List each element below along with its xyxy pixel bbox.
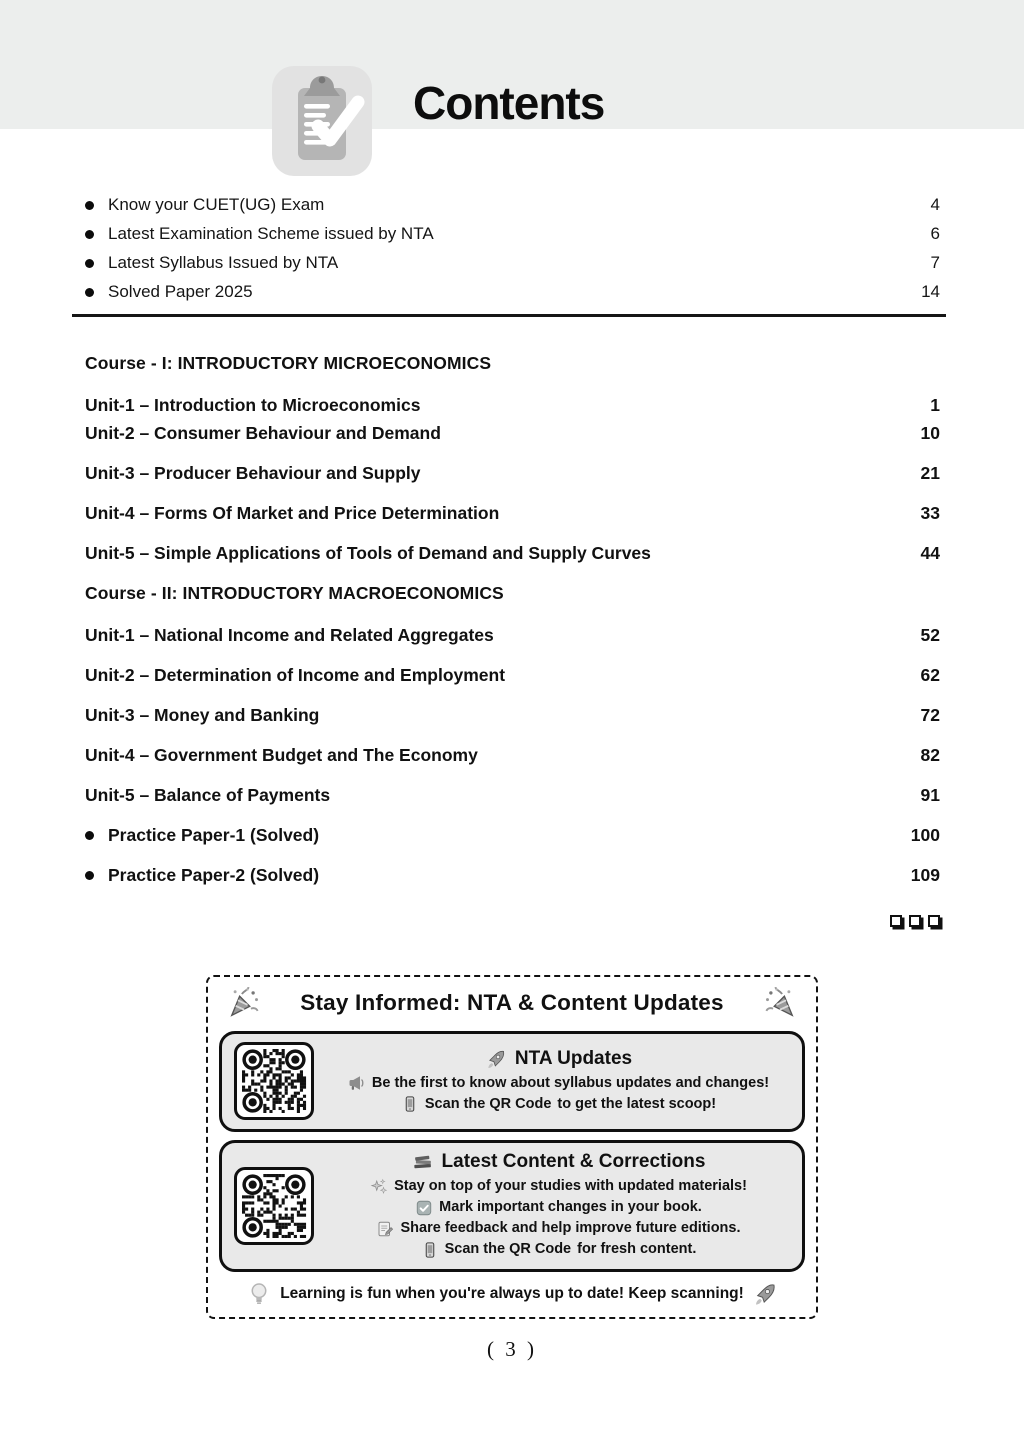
toc-entry-label: Unit-4 – Forms Of Market and Price Determination — [85, 503, 500, 523]
toc-entry-page: 33 — [920, 503, 940, 523]
toc-entry — [85, 621, 940, 649]
megaphone-icon — [348, 1074, 366, 1092]
books-icon — [412, 1151, 434, 1173]
square-icon — [890, 915, 902, 927]
toc-entry — [85, 861, 940, 889]
toc-entry-page: 91 — [920, 785, 940, 805]
toc-entry-page: 62 — [920, 665, 940, 685]
clipboard-checklist-icon — [272, 66, 372, 176]
toc-entry — [85, 278, 940, 306]
content-corrections-title: Latest Content & Corrections — [441, 1151, 706, 1172]
toc-entry-label: Unit-5 – Balance of Payments — [85, 785, 331, 805]
bullet-icon — [85, 871, 94, 880]
content-corrections-line-1: Stay on top of your studies with updated materials! — [327, 1176, 790, 1197]
course-2-heading: Course - II: INTRODUCTORY MACROECONOMICS — [85, 583, 504, 603]
toc-entry-page: 52 — [920, 625, 940, 645]
toc-entry-page: 6 — [930, 224, 940, 243]
content-corrections-panel — [219, 1140, 805, 1272]
toc-entry-label: Practice Paper-1 (Solved) — [108, 825, 320, 845]
toc-entry — [85, 419, 940, 447]
toc-entry-page: 4 — [930, 195, 940, 214]
square-icon — [909, 915, 921, 927]
toc-entry-page: 100 — [910, 825, 940, 845]
bullet-icon — [85, 201, 94, 210]
toc-entry-label: Know your CUET(UG) Exam — [108, 195, 325, 214]
header-band — [0, 0, 1024, 129]
toc-entry-label: Unit-3 – Producer Behaviour and Supply — [85, 463, 421, 483]
toc-entry-label: Unit-3 – Money and Banking — [85, 705, 320, 725]
toc-entry-label: Unit-5 – Simple Applications of Tools of Demand and Supply Curves — [85, 543, 651, 563]
square-icon — [928, 915, 940, 927]
toc-entry — [85, 701, 940, 729]
toc-entry-label: Latest Examination Scheme issued by NTA — [108, 224, 434, 243]
toc-entry — [85, 459, 940, 487]
toc-entry-label: Unit-2 – Consumer Behaviour and Demand — [85, 423, 441, 443]
end-ornament-squares — [85, 915, 940, 927]
check-box-icon — [415, 1199, 433, 1217]
toc-entry — [85, 781, 940, 809]
toc-entry — [85, 191, 940, 219]
nta-updates-line-1: Be the first to know about syllabus updates and changes! — [327, 1073, 790, 1094]
toc-entry — [85, 220, 940, 248]
toc-entry-page: 72 — [920, 705, 940, 725]
toc-entry — [85, 391, 940, 419]
toc-entry-page: 10 — [920, 423, 940, 443]
content-corrections-qr-code — [234, 1167, 314, 1245]
toc-entry-page: 21 — [920, 463, 940, 483]
toc-entry-label: Solved Paper 2025 — [108, 282, 253, 301]
bullet-icon — [85, 831, 94, 840]
toc-entry-page: 7 — [930, 253, 940, 272]
toc-entry-label: Unit-4 – Government Budget and The Economy — [85, 745, 478, 765]
section-divider — [72, 314, 946, 317]
mobile-phone-icon — [421, 1241, 439, 1259]
light-bulb-icon — [246, 1281, 272, 1307]
toc-entry — [85, 249, 940, 277]
toc-entry-page: 44 — [920, 543, 940, 563]
page-number: ( 3 ) — [487, 1337, 537, 1361]
toc-entry-label: Unit-1 – National Income and Related Aggregates — [85, 625, 494, 645]
toc-entry — [85, 741, 940, 769]
content-corrections-title-row — [327, 1151, 790, 1173]
course-1-heading: Course - I: INTRODUCTORY MICROECONOMICS — [85, 353, 492, 373]
content-corrections-line-3: Share feedback and help improve future editions. — [327, 1218, 790, 1239]
toc-entry-label: Unit-2 – Determination of Income and Employment — [85, 665, 506, 685]
sparkles-icon — [370, 1178, 388, 1196]
nta-updates-panel — [219, 1031, 805, 1132]
party-popper-icon — [225, 985, 261, 1021]
toc-entry-page: 1 — [930, 395, 940, 415]
toc-entry — [85, 539, 940, 567]
toc-entry — [85, 661, 940, 689]
nta-updates-qr-code — [234, 1042, 314, 1120]
nta-updates-title-row — [327, 1048, 790, 1070]
bullet-icon — [85, 259, 94, 268]
rocket-icon — [752, 1281, 778, 1307]
nta-updates-line-2: Scan the QR Code to get the latest scoop! — [327, 1094, 790, 1115]
toc-entry-page: 82 — [920, 745, 940, 765]
table-of-contents — [0, 129, 1024, 927]
toc-entry-label: Latest Syllabus Issued by NTA — [108, 253, 339, 272]
toc-entry-label: Practice Paper-2 (Solved) — [108, 865, 320, 885]
mobile-phone-icon — [401, 1095, 419, 1113]
updates-box-header — [219, 983, 805, 1023]
toc-entry-page: 109 — [910, 865, 940, 885]
updates-box-footer: Learning is fun when you're always up to date! Keep scanning! — [219, 1281, 805, 1307]
bullet-icon — [85, 288, 94, 297]
page-title: Contents — [413, 77, 605, 129]
bullet-icon — [85, 230, 94, 239]
updates-box — [206, 975, 818, 1319]
nta-updates-title: NTA Updates — [514, 1047, 633, 1069]
updates-box-title: Stay Informed: NTA & Content Updates — [300, 990, 724, 1015]
memo-pencil-icon — [376, 1220, 394, 1238]
rocket-icon — [485, 1048, 507, 1070]
party-popper-icon — [763, 985, 799, 1021]
content-corrections-line-4: Scan the QR Code for fresh content. — [327, 1239, 790, 1260]
toc-entry-page: 14 — [921, 282, 940, 301]
toc-entry — [85, 821, 940, 849]
toc-entry — [85, 499, 940, 527]
toc-entry-label: Unit-1 – Introduction to Microeconomics — [85, 395, 421, 415]
nta-updates-text — [327, 1048, 790, 1115]
content-corrections-line-2: Mark important changes in your book. — [327, 1197, 790, 1218]
content-corrections-text — [327, 1151, 790, 1260]
